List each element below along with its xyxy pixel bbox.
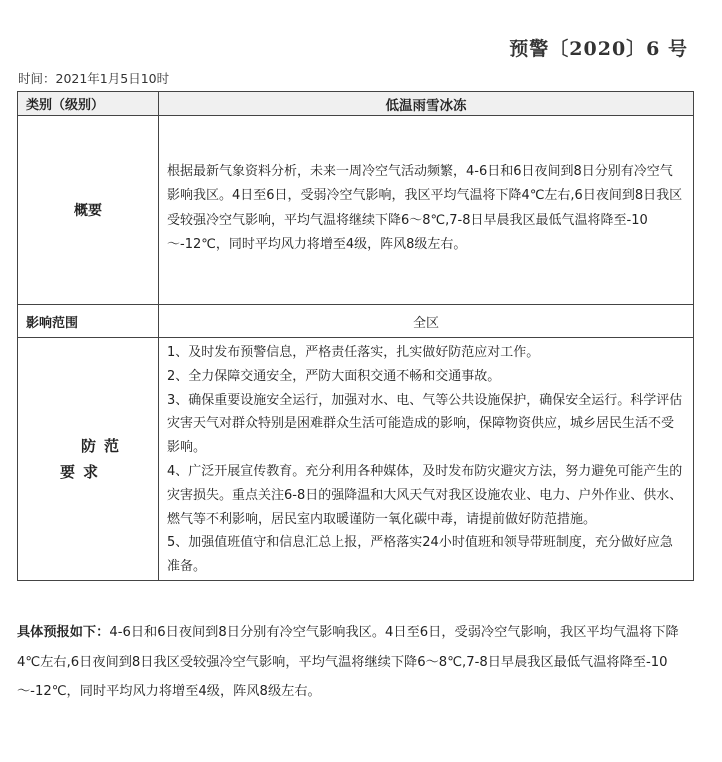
requirement-item: 2、全力保障交通安全，严防大面积交通不畅和交通事故。 [167, 368, 501, 384]
requirements-list [159, 338, 694, 581]
requirements-label-line2: 要求 [59, 462, 106, 481]
category-value: 低温雨雪冰冻 [159, 92, 694, 116]
scope-row [18, 305, 694, 338]
requirement-item: 3、确保重要设施安全运行，加强对水、电、气等公共设施保护，确保安全运行。科学评估灾害天气对群众特别是困难群众生活可能造成的影响，保障物资供应，城乡居民生活不受影响。 [167, 392, 683, 456]
requirements-label [18, 338, 159, 581]
category-label: 类别（级别） [18, 92, 159, 116]
summary-label: 概要 [18, 116, 159, 305]
warning-table [17, 91, 694, 581]
issue-time: 时间：2021年1月5日10时 [18, 71, 170, 86]
scope-label: 影响范围 [18, 305, 159, 338]
requirement-item: 4、广泛开展宣传教育。充分利用各种媒体，及时发布防灾避灾方法，努力避免可能产生的灾害损失。重点关注6-8日的强降温和大风天气对我区设施农业、电力、户外作业、供水、燃气等不利影响，居民室内取暖谨防一氧化碳中毒，请提前做好防范措施。 [167, 463, 683, 527]
scope-value: 全区 [159, 305, 694, 338]
detailed-forecast-text: 4-6日和6日夜间到8日分别有冷空气影响我区。4日至6日，受弱冷空气影响，我区平均气温将下降4℃左右,6日夜间到8日我区受较强冷空气影响，平均气温将继续下降6～8℃,7-8日早晨我区最低气温将降至-10～-12℃，同时平均风力将增至4级，阵风8级左右。 [17, 625, 679, 699]
requirement-item: 5、加强值班值守和信息汇总上报，严格落实24小时值班和领导带班制度，充分做好应急准备。 [167, 535, 673, 575]
summary-text: 根据最新气象资料分析，未来一周冷空气活动频繁，4-6日和6日夜间到8日分别有冷空气影响我区。4日至6日，受弱冷空气影响，我区平均气温将下降4℃左右,6日夜间到8日我区受较强冷空气影响，平均气温将继续下降6～8℃,7-8日早晨我区最低气温将降至-10～-12℃，同时平均风力将增至4级，阵风8级左右。 [159, 116, 694, 305]
requirements-label-line1: 防范 [80, 436, 127, 455]
document-number: 预警〔2020〕6 号 [509, 38, 688, 60]
detailed-forecast [17, 618, 697, 707]
header-row [18, 92, 694, 116]
requirement-item: 1、及时发布预警信息，严格责任落实，扎实做好防范应对工作。 [167, 345, 540, 360]
detailed-forecast-lead: 具体预报如下： [17, 625, 110, 640]
summary-row [18, 116, 694, 305]
requirements-row [18, 338, 694, 581]
